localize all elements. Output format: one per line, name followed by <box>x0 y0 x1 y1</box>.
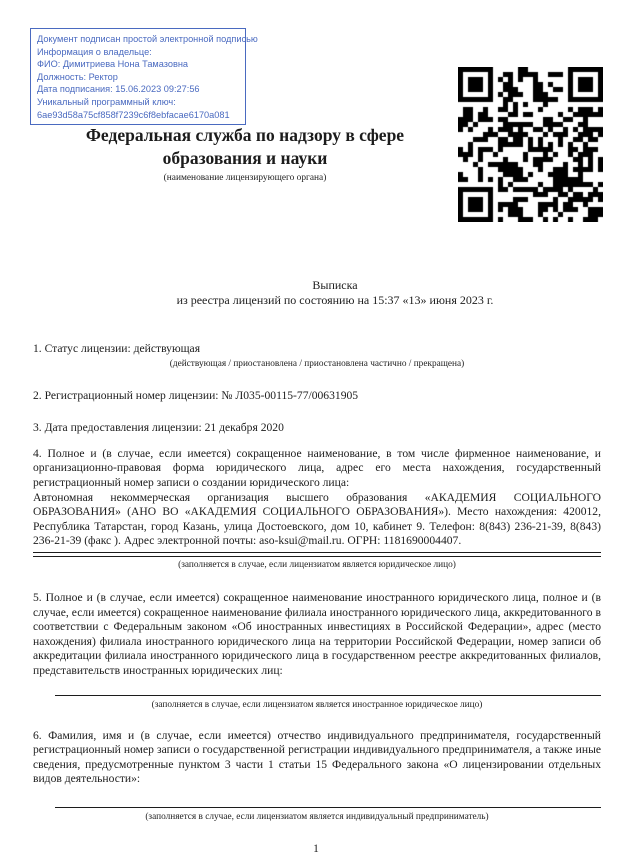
document-title-line1: Выписка <box>312 278 358 292</box>
stamp-signature-key: 6ae93d58a75cf858f7239c6f8ebfacae6170a081 <box>37 109 230 120</box>
section-4-caption: (заполняется в случае, если лицензиатом является юридическое лицо) <box>178 559 456 570</box>
document-title <box>70 278 600 308</box>
document-title-line2: из реестра лицензий по состоянию на 15:37 «13» июня 2023 г. <box>176 293 494 307</box>
licensing-authority-header <box>33 124 457 183</box>
page-number: 1 <box>313 843 319 855</box>
document-body <box>33 338 601 823</box>
digital-signature-stamp <box>30 28 258 125</box>
stamp-line: Дата подписания: 15.06.2023 09:27:56 <box>37 84 200 95</box>
authority-caption: (наименование лицензирующего органа) <box>163 173 327 183</box>
authority-name: Федеральная служба по надзору в сфере <box>85 125 405 145</box>
section-4-licensee-details: Автономная некоммерческая организация высшего образования «АКАДЕМИЯ СОЦИАЛЬНОГО ОБРАЗОВАНИЯ» (АНО ВО «АКАДЕМИЯ СОЦИАЛЬНОГО ОБРАЗОВАНИЯ»). Место нахождения: 420012, Республика Татарстан, город Казань, улица Достоевского, дом 10, кабинет 9. Телефон: 8(843) 236-21-39, 8(843) 236-21-39 (факс ). Адрес электронной почты: aso-ksui@mail.ru. ОГРН: 1181690004407. <box>33 490 601 548</box>
stamp-line: Должность: Ректор <box>37 71 118 82</box>
stamp-line: Уникальный программный ключ: <box>37 96 176 107</box>
section-6-heading: 6. Фамилия, имя и (в случае, если имеется) отчество индивидуального предпринимателя, государственный регистрационный номер записи о государственной регистрации индивидуального предпринимателя, а также иные сведения, предусмотренные пунктом 3 части 1 статьи 15 Федерального закона «О лицензировании отдельных видов деятельности»: <box>33 728 601 786</box>
qr-code-icon <box>458 67 603 222</box>
section-1-caption: (действующая / приостановлена / приостановлена частично / прекращена) <box>169 358 465 369</box>
section-5-caption: (заполняется в случае, если лицензиатом является иностранное юридическое лицо) <box>151 699 483 710</box>
section-2-registration-number: 2. Регистрационный номер лицензии: № Л035-00115-77/00631905 <box>33 388 359 402</box>
stamp-line: Информация о владельце: <box>37 46 152 57</box>
section-3-license-date: 3. Дата предоставления лицензии: 21 декабря 2020 <box>33 421 284 435</box>
form-line <box>55 807 601 808</box>
stamp-line: Документ подписан простой электронной подписью <box>37 34 258 44</box>
stamp-line: ФИО: Димитриева Нона Тамазовна <box>37 59 189 70</box>
section-4-heading: 4. Полное и (в случае, если имеется) сокращенное наименование, в том числе фирменное наименование, и организационно-правовая форма юридического лица, адрес его места нахождения, государственный регистрационный номер записи о создании юридического лица: <box>33 446 601 489</box>
form-line <box>55 695 601 696</box>
section-5-heading: 5. Полное и (в случае, если имеется) сокращенное наименование иностранного юридического лица, полное и (в случае, если имеется) сокращенное наименование филиала иностранного юридического лица, аккредитованного в соответствии с Федеральным законом «Об иностранных инвестициях в Российской Федерации», адрес (место нахождения) филиала иностранного юридического лица на территории Российской Федерации, номер записи об аккредитации филиала иностранного юридического лица в государственном реестре аккредитованных филиалов, представительств иностранных юридических лиц: <box>33 590 601 677</box>
form-line <box>33 552 601 557</box>
section-6-caption: (заполняется в случае, если лицензиатом является индивидуальный предприниматель) <box>145 811 489 822</box>
authority-name: образования и науки <box>162 148 328 168</box>
section-1-status: 1. Статус лицензии: действующая <box>33 342 201 355</box>
